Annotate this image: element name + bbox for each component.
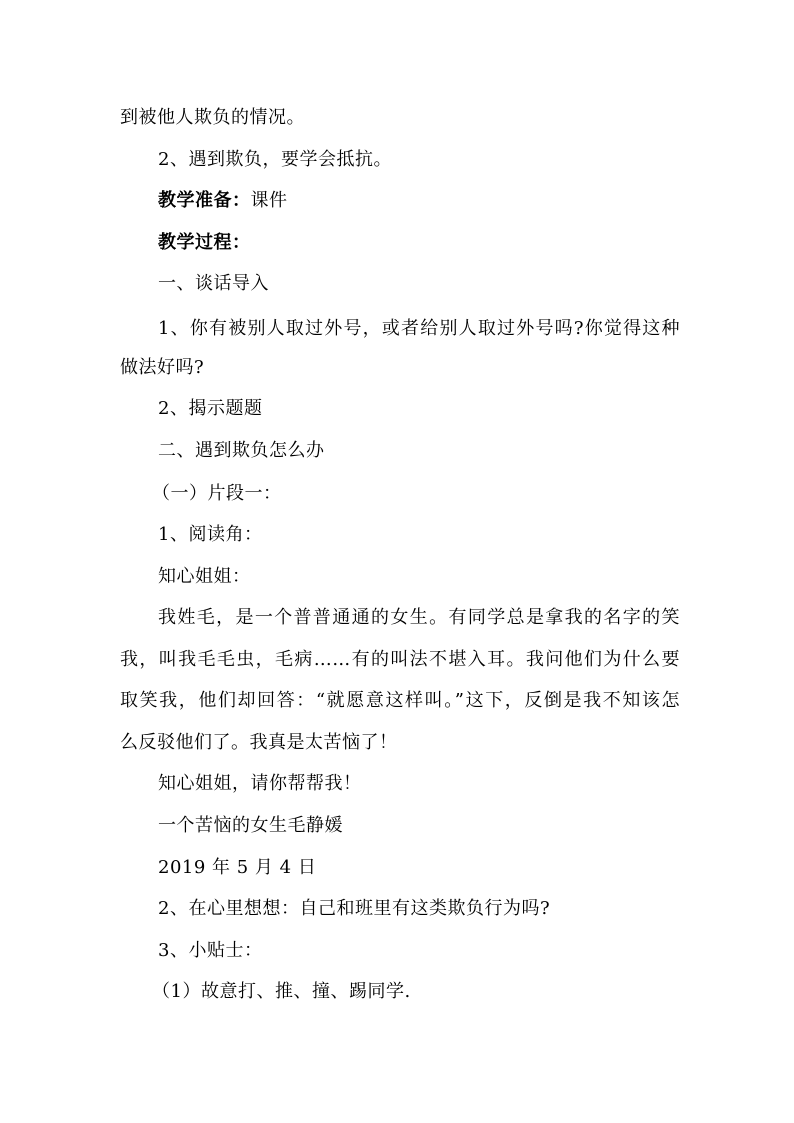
teaching-process-heading [158,230,680,256]
paragraph-line: 2、揭示题题 [158,398,263,419]
section-label: 教学准备： [158,190,251,211]
section-heading: 一、谈话导入 [158,273,269,294]
paragraph-line: 1、阅读角： [158,524,263,545]
paragraph-line: 到被他人欺负的情况。 [120,107,305,128]
paragraph-line: 2、在心里想想：自己和班里有这类欺负行为吗? [158,898,551,919]
paragraph-line: 知心姐姐，请你帮帮我！ [158,773,362,794]
paragraph-line: 我姓毛，是一个普普通通的女生。有同学总是拿我的名字的笑 [158,607,680,628]
section-label: 教学过程： [158,232,251,253]
section-heading: 二、遇到欺负怎么办 [158,440,325,461]
paragraph-line: 取笑我，他们却回答：“就愿意这样叫。”这下，反倒是我不知该怎 [120,690,680,711]
paragraph-line: 知心姐姐： [158,566,251,587]
paragraph-line: 1、你有被别人取过外号，或者给别人取过外号吗?你觉得这种 [158,318,680,339]
section-value: 课件 [250,190,288,211]
date-line: 2019 年 5 月 4 日 [158,857,317,878]
paragraph-line: 3、小贴士： [158,940,263,961]
paragraph-line: 我，叫我毛毛虫，毛病……有的叫法不堪入耳。我问他们为什么要 [120,649,680,670]
paragraph-line: 2、遇到欺负，要学会抵抗。 [158,149,392,170]
subsection-heading: （一）片段一： [152,483,282,504]
teaching-preparation [158,188,680,214]
paragraph-line: 做法好吗? [120,357,205,378]
list-item: （1）故意打、推、撞、踢同学. [152,981,411,1002]
paragraph-line: 一个苦恼的女生毛静媛 [158,815,343,836]
paragraph-line: 么反驳他们了。我真是太苦恼了！ [120,732,398,753]
